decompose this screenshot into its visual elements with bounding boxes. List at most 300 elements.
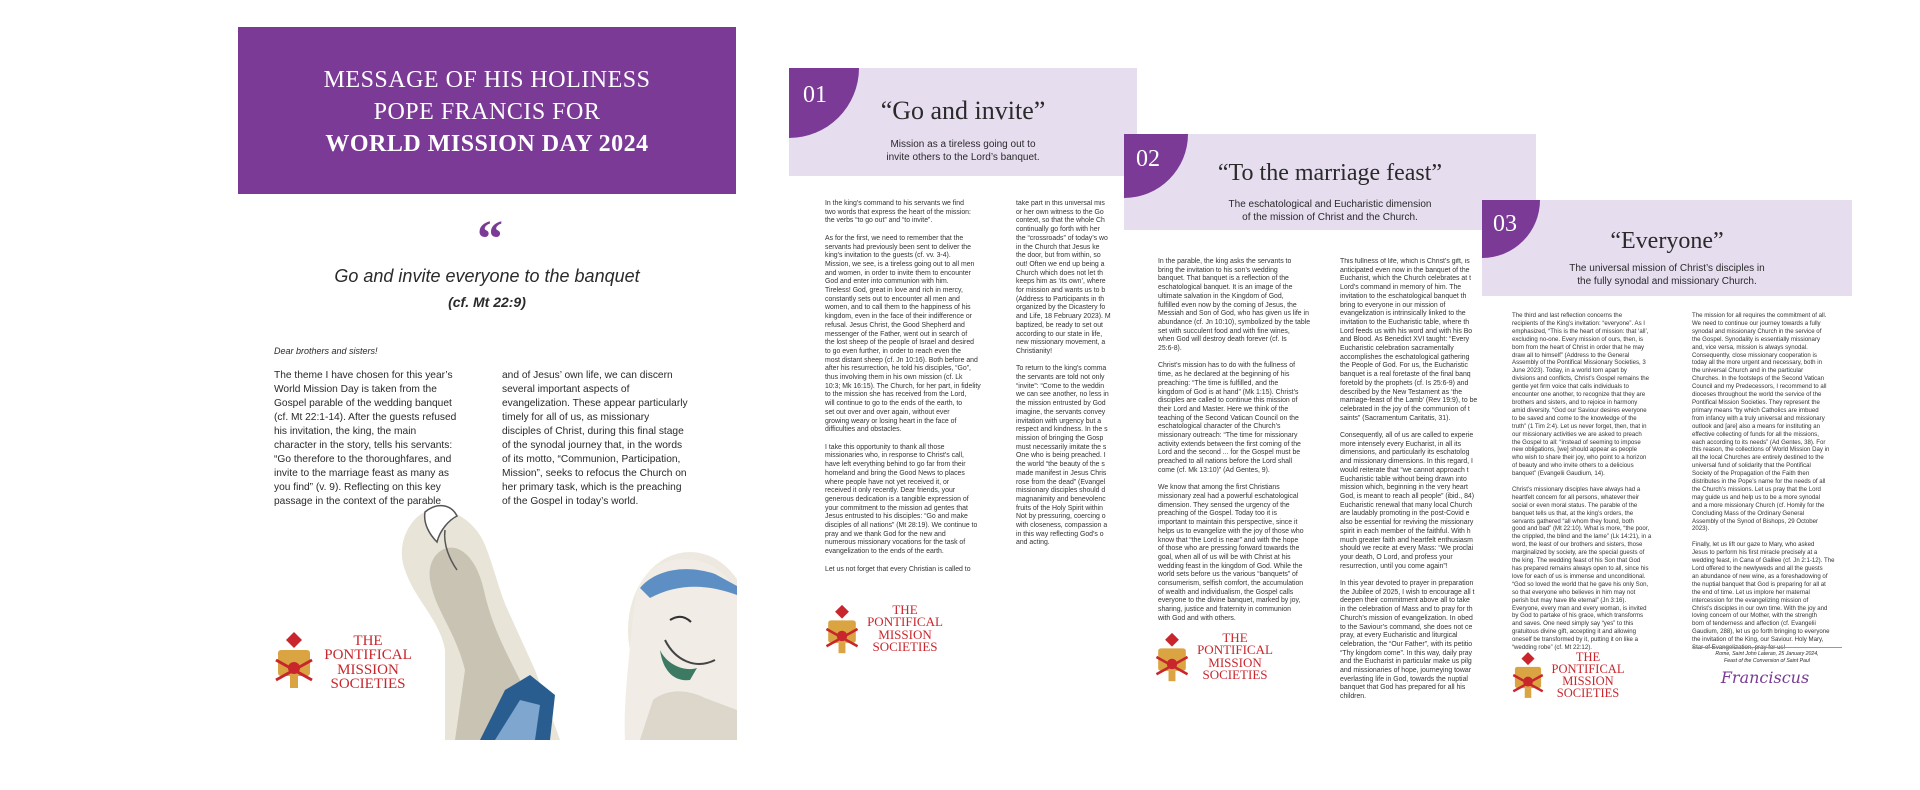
text-line: the Gospel. Synodality is essentially missionary — [1692, 335, 1821, 343]
text-line: so that everyone who believes in him may not — [1512, 588, 1636, 596]
text-line: context, so that the whole Ch — [1016, 217, 1105, 225]
text-line: sharing, justice and fraternity in communion — [1158, 606, 1291, 614]
text-line: evangelization to the ends of the earth. — [825, 548, 944, 556]
text-line: and Life, 18 February 2023). M — [1016, 313, 1111, 321]
text-line: invite to the marriage feast as many as — [274, 468, 449, 479]
text-line: to the Saviour’s command, she does not ce — [1340, 623, 1473, 631]
text-line: you find” (v. 9). Reflecting on this key — [274, 482, 441, 493]
text-line: effective collecting of funds for all the missions, — [1692, 430, 1819, 438]
text-line: Messiah and Son of God, who has given us life in — [1158, 310, 1309, 318]
text-line: your death, O Lord, and profess your — [1340, 553, 1453, 561]
quote-mark-icon: “ — [477, 211, 503, 268]
signature: Franciscus — [1720, 668, 1810, 687]
subtitle-line-1: The universal mission of Christ’s disciples in — [1569, 263, 1765, 274]
text-line: passage in the context of the parable — [274, 496, 442, 507]
text-line: may guide us and help us to be a more synodal — [1692, 493, 1821, 501]
text-line: truth” (1 Tim 2:4). Let us never forget, then, that in — [1512, 422, 1647, 430]
body-column-2 — [1016, 200, 1124, 548]
text-line: from infancy with a truly universal and missionary — [1692, 414, 1825, 422]
text-line: banquet is a real foretaste of the final banq — [1340, 371, 1471, 379]
text-line: As for the first, we need to remember that the — [825, 234, 964, 242]
papal-crest-icon — [823, 602, 861, 656]
text-line: Jesus to perform his first miracle precisely at a — [1692, 549, 1818, 557]
body-column-1 — [1158, 258, 1338, 624]
logo-line-1: THE — [1575, 650, 1601, 664]
logo-line-3: MISSION — [1562, 673, 1614, 688]
logo-line-2: PONTIFICAL — [1551, 661, 1625, 676]
text-line: synodal and missionary Church in the service of — [1692, 327, 1822, 335]
text-line: disciples of Christ, during this final stage — [502, 426, 684, 437]
text-line: we can see another, no less in — [1016, 391, 1109, 399]
text-line: banquet tells us that, at the king’s orders, the — [1512, 509, 1634, 517]
text-line: evangelization. These appear particularly — [502, 398, 688, 409]
text-line: must necessarily imitate the s — [1016, 443, 1107, 451]
logo-line-3: MISSION — [878, 626, 932, 642]
text-line: come (cf. Mk 13:10)” (Ad Gentes, 9). — [1158, 466, 1270, 474]
text-line — [1158, 476, 1338, 485]
text-line: Gaudium, 288), let us go forth bringing to everyone — [1692, 628, 1830, 636]
signoff-divider — [1692, 647, 1842, 648]
signoff-line-2: Feast of the Conversion of Saint Paul — [1724, 658, 1810, 664]
text-line: servants had previously been sent to deliver the — [825, 243, 971, 251]
text-line: Mission, we see, is a tireless going out to all men — [825, 260, 975, 268]
text-line: the invitation of the King, our Saviour. Holy Mary, — [1692, 636, 1824, 644]
text-line: new missionary movement, a — [1016, 339, 1106, 347]
text-line: baptized, be ready to set out — [1016, 321, 1103, 329]
text-line: primary means “by which Catholics are imbued — [1692, 406, 1819, 414]
text-line: received it only recently. Dear friends, your — [825, 487, 956, 495]
text-line: Society of the Propagation of the Faith then — [1692, 470, 1810, 478]
text-line: loving concern of our Mother, with the strength — [1692, 612, 1817, 620]
text-line: Concluding Mass of the Ordinary General — [1692, 509, 1805, 517]
text-line: character in the story, tells his servants: — [274, 440, 453, 451]
text-line: Consequently, close missionary cooperation is — [1692, 351, 1817, 359]
text-line: Let us not forget that every Christian is called to — [825, 565, 971, 573]
text-line: children. — [1340, 693, 1367, 701]
text-line: Christ’s mission has to do with the fullness of — [1158, 362, 1295, 370]
title-line-3: WORLD MISSION DAY 2024 — [325, 131, 649, 157]
text-line — [1512, 478, 1682, 486]
text-line: timely for all of us, as missionary — [502, 412, 650, 423]
text-line: by God to partake of his grace, which transforms — [1512, 612, 1644, 620]
text-line: accomplishes the eschatological gathering — [1340, 353, 1470, 361]
text-line: good and bad” (Mt 22:10). What is more, “the poor, — [1512, 525, 1650, 533]
text-line: brothers and sisters, and to rejoice in harmony — [1512, 398, 1638, 406]
text-line: consumerism, selfish comfort, the accumulation — [1158, 580, 1304, 588]
text-line: would reiterate that “we cannot approach t — [1340, 466, 1469, 474]
text-line: set with succulent food and with fine wines, — [1158, 327, 1290, 335]
text-line: two words that express the heart of the mission: — [825, 208, 971, 216]
text-line: “invite”: “Come to the weddin — [1016, 382, 1105, 390]
logo-line-4: SOCIETIES — [1556, 685, 1620, 700]
text-line: organized by the Dicastery fo — [1016, 304, 1106, 312]
text-line: of the synodal journey that, in the words — [502, 440, 683, 451]
text-line: an abundance of new wine, as a foreshadowing of — [1692, 572, 1828, 580]
text-line: missionary disciples should d — [1016, 487, 1106, 495]
text-line: described by the New Testament as ‘the — [1340, 388, 1463, 396]
text-line: excluding no-one. Every mission of ours, then, is — [1512, 335, 1644, 343]
text-line: outlook and [are] also a means for instituting an — [1692, 422, 1821, 430]
text-line: difficulties and obstacles. — [825, 426, 902, 434]
text-line: ultimate salvation in the Kingdom of God, — [1158, 292, 1284, 300]
text-line: dioceses throughout the world the service of the — [1692, 391, 1822, 399]
logo-line-4: SOCIETIES — [330, 675, 406, 692]
text-line: marriage-feast of the Lamb’ (Rev 19:9), to be — [1340, 397, 1478, 405]
logo-line-2: PONTIFICAL — [1197, 642, 1273, 658]
papal-crest-icon — [1153, 630, 1191, 684]
text-line: “wedding robe” (cf. Mt 22:12). — [1512, 644, 1592, 652]
section-number: 03 — [1493, 211, 1517, 237]
text-line: love for each of us is immense and unconditional. — [1512, 572, 1646, 580]
text-line: who wish to share their joy, who point to a horizon — [1512, 454, 1647, 462]
text-line: saints” (Sacramentum Caritatis, 31). — [1340, 414, 1451, 422]
text-line: We know that among the first Christians — [1158, 484, 1280, 492]
text-line: encounter one another, to recognize that they are — [1512, 391, 1646, 399]
text-line: recipients of the King’s invitation: “everyone”. As I — [1512, 319, 1646, 327]
text-line: goal, when all of us will be with Christ at his — [1158, 553, 1291, 561]
text-line: in this way reflecting God’s o — [1016, 530, 1104, 538]
text-line: king’s invitation to the guests (cf. vv. 3-4). — [825, 252, 951, 260]
text-line: amid diversity. “God our Saviour desires everyone — [1512, 406, 1647, 414]
text-line: the Gospel to all: “instead of seeming to impose — [1512, 438, 1641, 446]
text-line: gratuitous divine gift, accepting it and allowing — [1512, 628, 1636, 636]
text-line: (Address to Participants in th — [1016, 295, 1105, 303]
text-line: teaching of the Second Vatican Council on the — [1158, 414, 1299, 422]
text-line: (cf. Mt 22:1-14). After the guests refused — [274, 412, 457, 423]
text-line: social or even moral status. The parable of the — [1512, 501, 1638, 509]
text-line: her primary task, which is the preaching — [502, 482, 682, 493]
text-line: our missionary activities we are asked to preach — [1512, 430, 1642, 438]
text-line — [1692, 533, 1854, 541]
text-line: evangelization is intrinsically linked to the — [1340, 310, 1466, 318]
text-line: refusal. Jesus Christ, the Good Shepherd and — [825, 321, 965, 329]
text-line: eschatological character of the Church’s — [1158, 423, 1281, 431]
text-line: of its motto, “Communion, Participation, — [502, 454, 681, 465]
text-line: born from the heart of Christ in order that he may — [1512, 343, 1645, 351]
text-line: marginalized by society, are the special guests of — [1512, 549, 1645, 557]
text-line: keeps him as ‘its own’, where — [1016, 278, 1106, 286]
text-line: the door, but from within, so — [1016, 252, 1101, 260]
text-line: everlasting life in God, towards the nuptial — [1340, 675, 1468, 683]
text-line: when God will destroy death forever (cf. Is — [1158, 336, 1287, 344]
text-line: everyone to the divine banquet, marked by joy, — [1158, 597, 1301, 605]
text-line: One who is being preached. I — [1016, 452, 1106, 460]
text-line — [1016, 357, 1124, 366]
text-line: fulfilled even now by the coming of Jesus, the — [1158, 301, 1297, 309]
text-line: the servants are told not only — [1016, 374, 1105, 382]
text-line — [1340, 423, 1482, 432]
text-line: The theme I have chosen for this year’s — [274, 370, 453, 381]
text-line: out! Often we end up being a — [1016, 260, 1105, 268]
text-line: messenger of the Father, went out in search of — [825, 330, 968, 338]
text-line: Consequently, all of us are called to experie — [1340, 432, 1474, 440]
text-line: kingdom, even in the face of their indifference or — [825, 313, 972, 321]
text-line: In the king’s command to his servants we find — [825, 200, 964, 207]
text-line: spirit in each member of the faithful. With h — [1340, 527, 1471, 535]
text-line: Gospel parable of the wedding banquet — [274, 398, 452, 409]
text-line: gentle yet firm voice that calls individuals to — [1512, 383, 1629, 391]
text-line: the lost sheep of the people of Israel and desired — [825, 339, 975, 347]
text-line: and acting. — [1016, 539, 1050, 547]
text-line: the world “the beauty of the s — [1016, 461, 1105, 469]
text-line: disciples are called to continue this mission of — [1158, 397, 1298, 405]
text-line: invitation with urgency but a — [1016, 417, 1102, 425]
text-line: set out over and over again, without ever — [825, 408, 950, 416]
text-line: Church which does not let th — [1016, 269, 1103, 277]
text-line: Lord offered to the newlyweds and all the guests — [1692, 565, 1823, 572]
text-line: World Mission Day is taken from the — [274, 384, 437, 395]
text-line: Pontifical Mission Societies. They represent the — [1692, 398, 1820, 406]
text-line: missionaries who, in response to Christ’s call, — [825, 452, 964, 460]
text-line: Eucharistic celebration sacramentally — [1340, 345, 1454, 353]
body-column-1 — [825, 200, 1005, 574]
text-line — [825, 226, 1005, 235]
text-line: foretold by the prophets (cf. Is 25:6-9) and — [1340, 379, 1469, 387]
text-line: celebration, the “Our Father”, with its petitio — [1340, 640, 1473, 648]
section-subtitle — [1482, 262, 1852, 288]
subtitle-line-2: of the mission of Christ and the Church. — [1242, 212, 1418, 223]
text-line: God, is meant to reach all people” (ibid., 84) — [1340, 492, 1475, 500]
text-line: invitation to the Eucharistic table, where th — [1340, 318, 1470, 326]
text-line: his invitation, the king, the main — [274, 426, 417, 437]
text-line: Christianity! — [1016, 347, 1052, 355]
text-line: 25:6-8). — [1158, 345, 1182, 353]
text-line: and women, in order to invite them to encounter — [825, 269, 971, 277]
logo-line-1: THE — [353, 633, 383, 649]
text-line: important to maintain this perspective, since it — [1158, 519, 1298, 527]
text-line: Tireless! God, great in love and rich in mercy, — [825, 287, 963, 295]
logo-line-3: MISSION — [337, 661, 399, 678]
title-line-2: POPE FRANCIS FOR — [373, 99, 601, 125]
text-line: Lord feeds us with his word and with his Bo — [1340, 327, 1473, 335]
text-line: most distant sheep (cf. Jn 10:16). Both before and — [825, 356, 978, 364]
text-line: their Lord and Master. Here we think of the — [1158, 405, 1289, 413]
text-line: perish but may have life eternal” (Jn 3:16). — [1512, 596, 1627, 604]
text-line: “Thy kingdom come”. In this way, daily pray — [1340, 649, 1472, 657]
logo-text — [1195, 632, 1275, 681]
text-line: homeland and bring the Good News to places — [825, 469, 965, 477]
text-line: thus involving them in his own mission (cf. Lk — [825, 374, 963, 382]
text-line: the verbs “to go out” and “to invite”. — [825, 217, 933, 225]
text-line: heartfelt concern for all persons, whatever their — [1512, 493, 1640, 501]
text-line: growing weary or losing heart in the face of — [825, 417, 957, 425]
signoff-line-1: Rome, Saint John Lateran, 25 January 2024, — [1715, 651, 1819, 657]
text-line — [825, 557, 1005, 566]
text-line: in the Church that Jesus ke — [1016, 243, 1100, 251]
text-line: The third and last reflection concerns the — [1512, 312, 1623, 319]
text-line: the king. The wedding feast of his Son that God — [1512, 557, 1641, 565]
text-line: the Church’s missions. Let us pray that the Lord — [1692, 485, 1821, 493]
text-line: know that “the Lord is near” and with the hope — [1158, 536, 1299, 544]
text-line — [825, 435, 1005, 444]
text-line: Jesus entrusted to his disciples: “Go and make — [825, 513, 968, 521]
text-line: made manifest in Jesus Chris — [1016, 469, 1107, 477]
text-line: to the mission she has received from the Lord, — [825, 391, 967, 399]
text-line: “God so loved the world that he gave his only Son, — [1512, 580, 1649, 588]
text-line: to be saved and come to the knowledge of the — [1512, 414, 1637, 422]
title-line-1: MESSAGE OF HIS HOLINESS — [323, 67, 651, 93]
logo-text — [322, 634, 414, 691]
text-line: has prepared remains always open to all, since his — [1512, 565, 1649, 572]
text-line: each according to its needs” (Ad Gentes, 38). For — [1692, 438, 1826, 446]
body-column-2 — [1340, 258, 1482, 702]
section-title: “Everyone” — [1610, 228, 1724, 254]
subtitle-line-1: Mission as a tireless going out to — [890, 139, 1036, 150]
text-line: deepen their commitment above all to take — [1340, 597, 1470, 605]
text-line: time, as he declared at the beginning of his — [1158, 371, 1290, 379]
text-line: this reason, the collections of World Mission Day in — [1692, 446, 1830, 454]
text-line: banquet. That banquet is a reflection of the — [1158, 275, 1289, 283]
text-line: distributes in the Pope’s name for the needs of all — [1692, 478, 1826, 486]
logo-text — [865, 604, 945, 653]
text-line: should we recite at every Mass: “We proclai — [1340, 545, 1474, 553]
papal-crest-icon — [272, 630, 316, 690]
greeting: Dear brothers and sisters! — [274, 346, 378, 356]
text-line: have left everything behind to go far from their — [825, 461, 966, 469]
text-line — [1340, 571, 1482, 580]
text-line: Star of Evangelization, pray for us! — [1692, 644, 1786, 652]
subtitle-line-2: invite others to the Lord’s banquet. — [886, 152, 1040, 163]
text-line: invitation to the eschatological banquet th — [1340, 292, 1467, 300]
logo-line-2: PONTIFICAL — [867, 614, 943, 630]
text-line: We need to continue our journey towards a fully — [1692, 319, 1821, 327]
text-line: Eucharistic renewal that many local Church — [1340, 501, 1473, 509]
text-line: Church’s mission of evangelization. In obed — [1340, 614, 1473, 622]
text-line: Assembly of the Synod of Bishops, 29 October — [1692, 517, 1819, 525]
text-line: Eucharist, which the Church celebrates at t — [1340, 275, 1471, 283]
text-line: resurrection, until you come again”! — [1340, 562, 1448, 570]
text-line: your commitment to the mission ad gentes that — [825, 504, 968, 512]
title-banner — [238, 27, 736, 194]
text-line: banquet that God has prepared for all his — [1340, 684, 1466, 692]
text-line: preaching of the Gospel. Today too it is — [1158, 510, 1278, 518]
intro-column-2 — [502, 369, 702, 509]
text-line: the nuptial banquet that God is preparing for all at — [1692, 580, 1826, 588]
text-line: intercession for the evangelizing mission of — [1692, 596, 1809, 604]
text-line: servants gathered “all whom they found, both — [1512, 517, 1634, 525]
text-line: God and enter into communion with him. — [825, 278, 949, 286]
text-line: dimension. They sensed the urgency of the — [1158, 501, 1290, 509]
text-line: constantly sets out to encounter all men and — [825, 295, 960, 303]
text-line: I take this opportunity to thank all those — [825, 443, 945, 451]
text-line: universal fund of solidarity that the Pontifical — [1692, 462, 1811, 470]
text-line: imagine, the servants convey — [1016, 408, 1106, 416]
section-number: 02 — [1136, 146, 1160, 172]
text-line: Eucharistic table without being drawn into — [1340, 475, 1467, 483]
text-line: helps us to evangelize with the joy of those who — [1158, 527, 1304, 535]
text-line: wedding feast in the kingdom of God. While the — [1158, 562, 1303, 570]
logo-line-3: MISSION — [1208, 654, 1262, 670]
text-line: mission which, beginning in the very heart — [1340, 484, 1468, 492]
signoff — [1692, 651, 1842, 665]
text-line: more intensely every Eucharist, in all its — [1340, 440, 1462, 448]
pope-illustration — [385, 500, 737, 740]
text-line: The mission for all requires the commitment of all. — [1692, 312, 1827, 319]
text-line — [1158, 354, 1338, 363]
text-line: world sets before us the various “banquets” of — [1158, 571, 1298, 579]
text-line: continually go forth with her — [1016, 226, 1100, 234]
text-line: “Go therefore to the thoroughfares, and — [274, 454, 452, 465]
text-line: the universal Church and in the particular — [1692, 367, 1804, 375]
text-line: respect and kindness. In the s — [1016, 426, 1108, 434]
text-line: oneself be transformed by it, putting it on like a — [1512, 636, 1639, 644]
text-line: also be essential for reviving the missionary — [1340, 519, 1474, 527]
text-line: with God and with others. — [1158, 614, 1236, 622]
text-line: women, and to call them to the happiness of his — [825, 304, 971, 312]
text-line: and Blood. As Benedict XVI taught: “Every — [1340, 336, 1470, 344]
text-line: Everyone, every man and every woman, is invited — [1512, 604, 1647, 612]
text-line: according to our state in life, — [1016, 330, 1103, 338]
text-line: bring to everyone in our mission of — [1340, 301, 1446, 309]
text-line: kingdom of God is at hand” (Mk 1:15). Christ’s — [1158, 388, 1299, 396]
text-line: fruits of the Holy Spirit within — [1016, 504, 1103, 512]
subtitle-line-1: The eschatological and Eucharistic dimension — [1228, 199, 1432, 210]
text-line: the Jubilee of 2025, I wish to encourage all t — [1340, 588, 1475, 596]
text-line: and, vice versa, mission is always synodal. — [1692, 343, 1808, 351]
text-line: Lord and the second ... for the Gospel must be — [1158, 449, 1301, 457]
text-line: Lord’s command in memory of him. The — [1340, 284, 1462, 292]
text-line: of those who are pressing forward towards the — [1158, 545, 1300, 553]
text-line: of the Gospel in today’s world. — [502, 496, 639, 507]
logo-line-1: THE — [1222, 630, 1248, 645]
logo-line-1: THE — [892, 602, 918, 617]
text-line: and saves. One need simply say “yes” to this — [1512, 620, 1634, 628]
text-line: Council and my Predecessors, I recommend to all — [1692, 383, 1827, 391]
theme-subtitle: Go and invite everyone to the banquet — [334, 266, 640, 286]
text-line: are laudably promoting in the post-Covid e — [1340, 510, 1470, 518]
text-line: Assembly of the Pontifical Missionary Societies, 3 — [1512, 359, 1646, 367]
text-line: This fullness of life, which is Christ’s gift, is — [1340, 258, 1470, 265]
text-line: draw all to himself” (Address to the General — [1512, 351, 1630, 359]
text-line: Churches. In the footsteps of the Second Vatican — [1692, 375, 1825, 383]
text-line: all the local Churches are entirely destined to the — [1692, 454, 1824, 462]
text-line: missionary zeal had a powerful eschatological — [1158, 492, 1299, 500]
logo-text — [1550, 652, 1626, 700]
section-subtitle — [1124, 198, 1536, 224]
theme-reference: (cf. Mt 22:9) — [448, 294, 526, 310]
text-line: rose from the dead” (Evangel — [1016, 478, 1106, 486]
text-line: numerous missionary vocations for the task of — [825, 539, 966, 547]
text-line: to go even further, in order to reach even the — [825, 347, 961, 355]
text-line: divisions and conflicts, Christ’s Gospel remains the — [1512, 375, 1650, 383]
text-line: wedding feast, in Cana of Galilee (cf. Jn 2:1-12). The — [1692, 557, 1835, 565]
text-line: eschatological banquet. It is an image of the — [1158, 284, 1293, 292]
text-line: and the Eucharist in particular make us pilg — [1340, 658, 1472, 666]
text-line: disciples of all nations” (Mt 28:19). We continue to — [825, 522, 978, 530]
text-line: will continue to go to the ends of the earth, to — [825, 400, 963, 408]
text-line: new obligations, [we] should appear as people — [1512, 446, 1638, 454]
text-line: today all the more urgent and necessary, both in — [1692, 359, 1822, 367]
subtitle-line-2: the fully synodal and missionary Church. — [1577, 276, 1757, 287]
text-line: pray and we thank God for the new and — [825, 530, 946, 538]
text-line: and missionary dimensions. In this regard, I — [1340, 458, 1473, 466]
papal-crest-icon — [1510, 650, 1546, 700]
text-line: preaching: “The time is fulfilled, and the — [1158, 379, 1279, 387]
body-column-2 — [1692, 312, 1854, 652]
text-line: of beauty and who invite others to a delicious — [1512, 462, 1634, 470]
text-line: for mission and wants us to b — [1016, 287, 1106, 295]
text-line: banquet” (Evangelii Gaudium, 14). — [1512, 470, 1605, 478]
text-line: Mission”, seeks to refocus the Church on — [502, 468, 687, 479]
text-line: emphasized, “This is the heart of mission: that ‘all’, — [1512, 327, 1649, 335]
text-line: several important aspects of — [502, 384, 630, 395]
text-line: June 2023). Today, in a world torn apart by — [1512, 367, 1627, 375]
body-column-1 — [1512, 312, 1682, 652]
text-line: 2023). — [1692, 525, 1710, 533]
text-line: after his resurrection, he told his disciples, “Go”, — [825, 365, 971, 373]
text-line: To return to the king’s comma — [1016, 365, 1107, 373]
text-line: much greater faith and heartfelt enthusiasm — [1340, 536, 1473, 544]
